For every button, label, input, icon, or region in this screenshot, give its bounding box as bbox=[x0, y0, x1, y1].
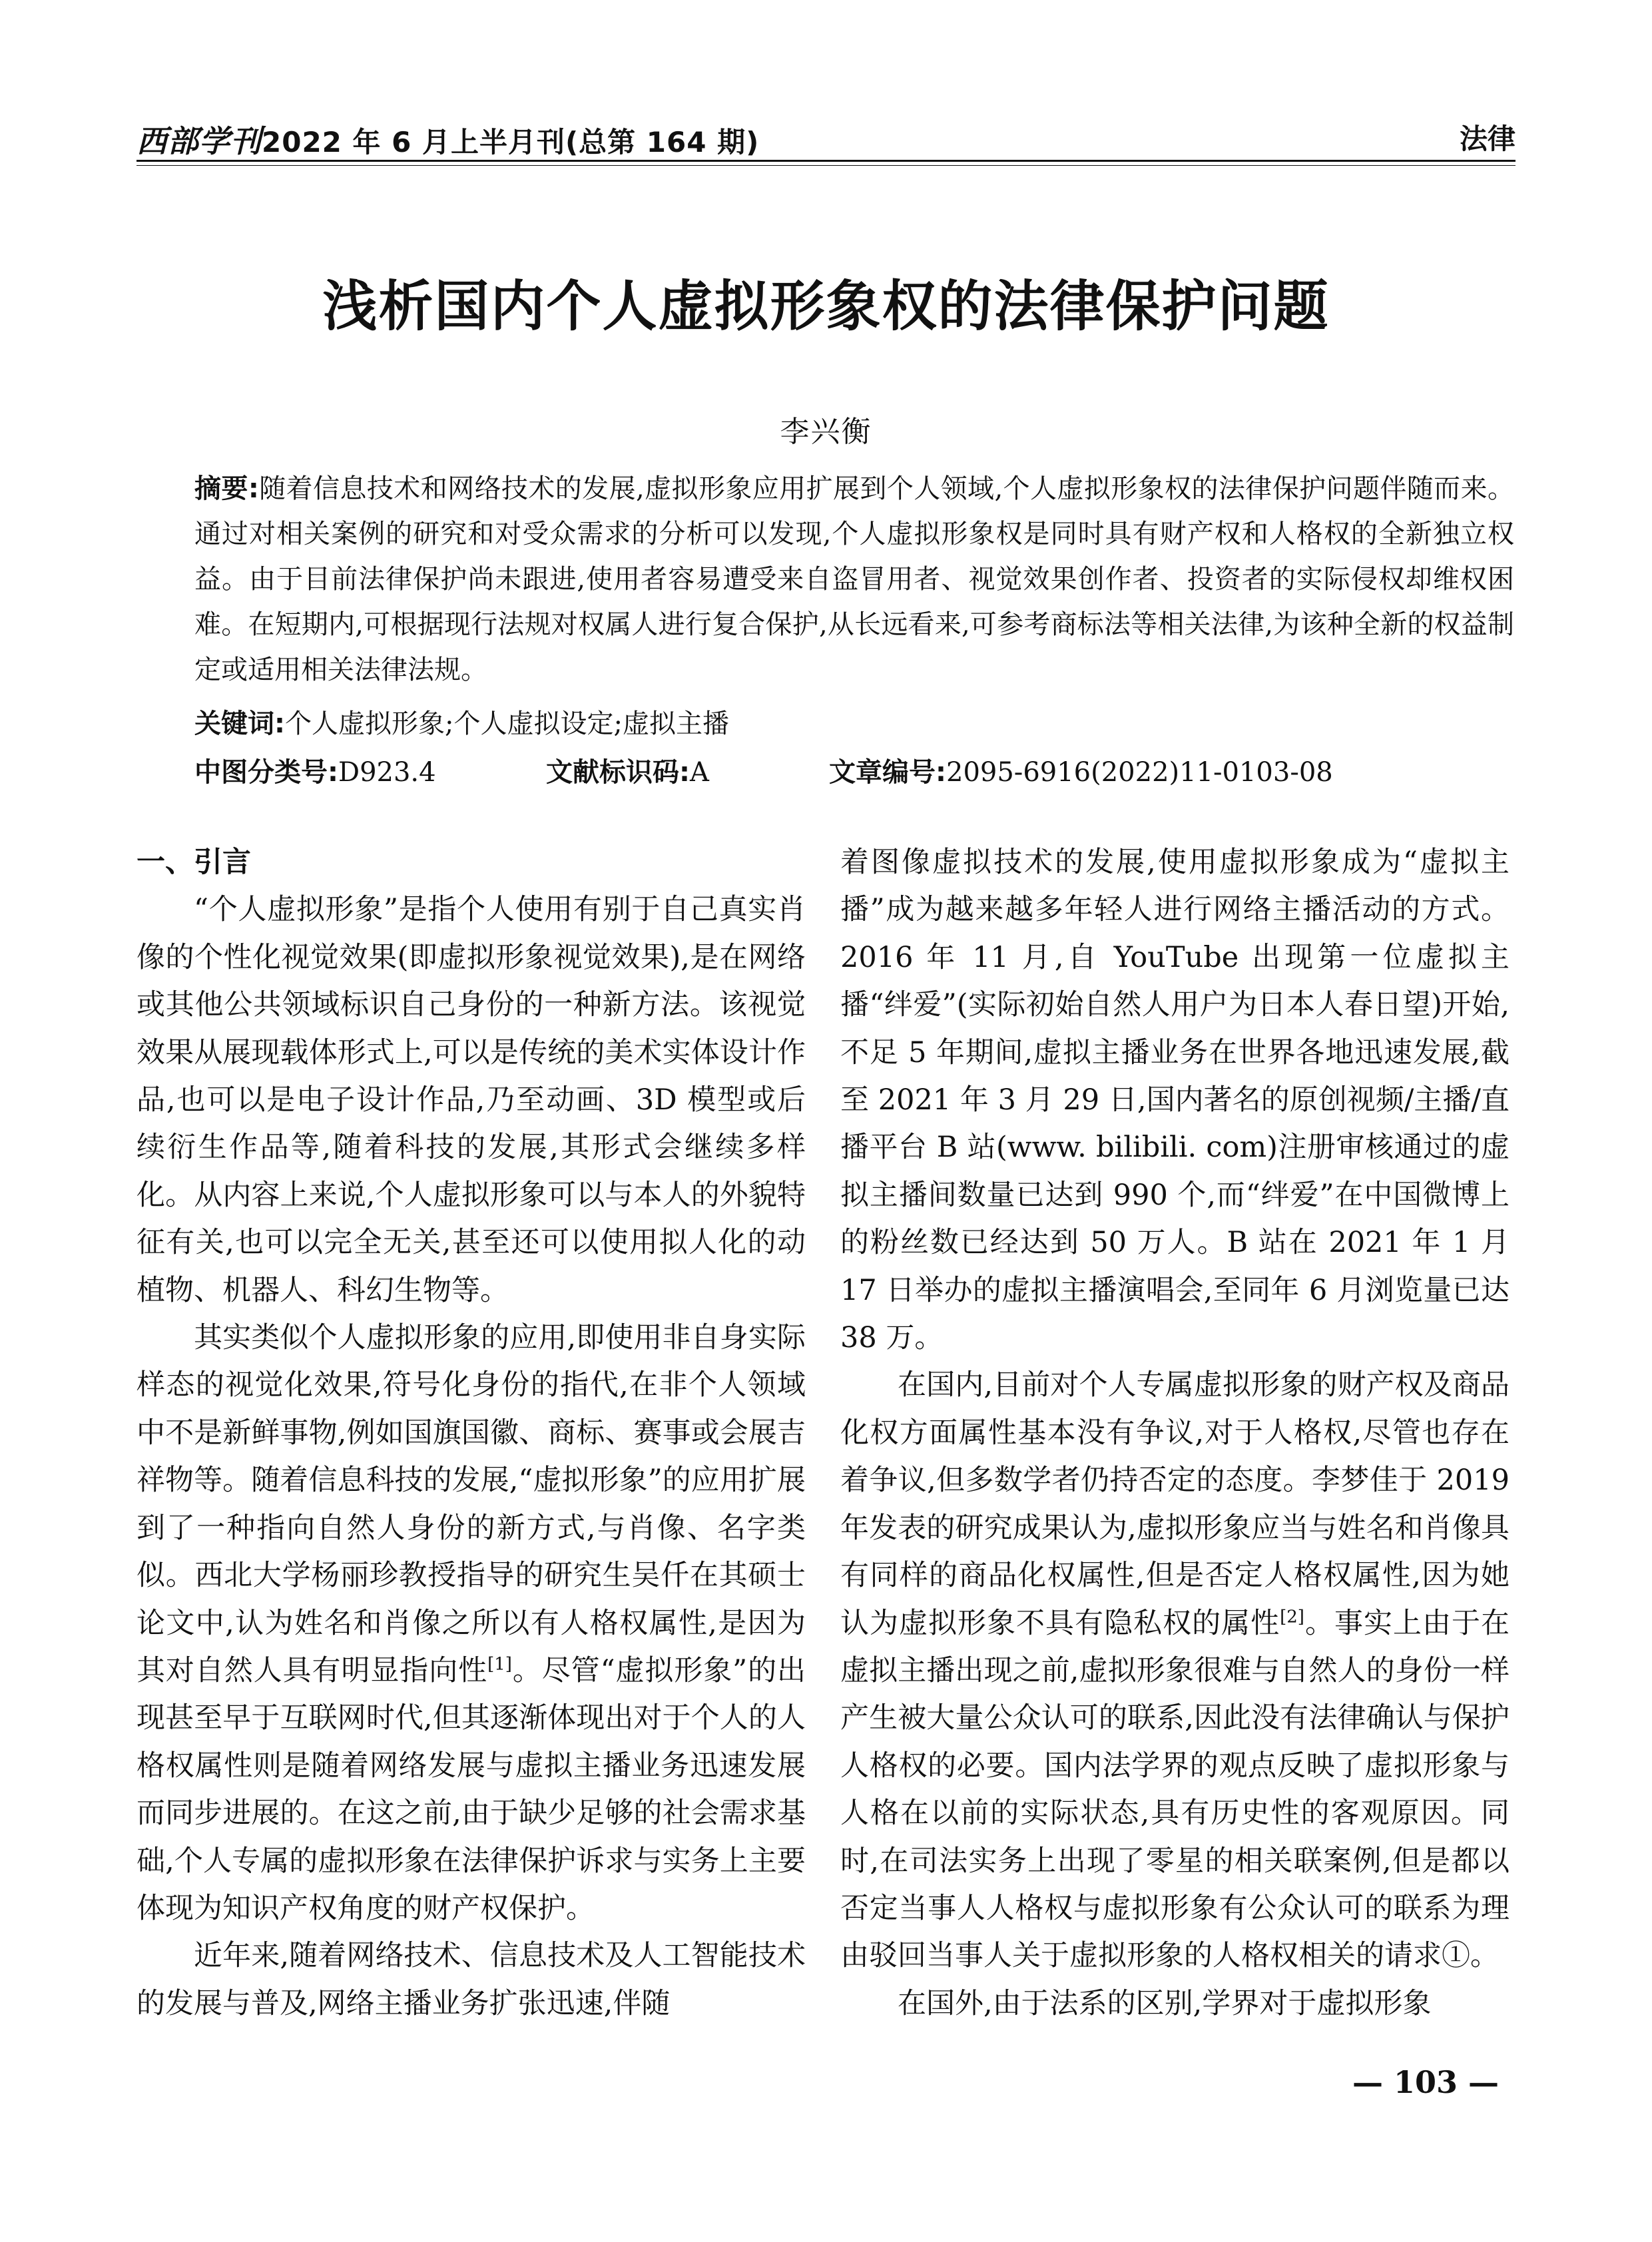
article-author: 李兴衡 bbox=[780, 415, 872, 449]
keywords bbox=[194, 702, 729, 740]
keywords-text: 个人虚拟形象;个人虚拟设定;虚拟主播 bbox=[285, 708, 729, 739]
paragraph-text: 。事实上由于在虚拟主播出现之前,虚拟形象很难与自然人的身份一样产生被大量公众认可的联系,因此没有法律确认与保护人格权的必要。国内法学界的观点反映了虚拟形象与人格在以前的实际状态,具有历史性的客观原因。同时,在司法实务上出现了零星的相关联案例,但是都以否定当事人人格权与虚拟形象有公众认可的联系为理由驳回当事人关于虚拟形象的人格权相关的请求①。 bbox=[840, 1606, 1510, 1973]
page-number: — 103 — bbox=[1352, 2064, 1499, 2100]
header-rule-thin bbox=[137, 165, 1515, 166]
article-number bbox=[829, 751, 1333, 789]
paragraph-text: 在国内,目前对个人专属虚拟形象的财产权及商品化权方面属性基本没有争议,对于人格权,尽管也存在着争议,但多数学者仍持否定的态度。李梦佳于 2019 年发表的研究成果认为,虚拟形象应当与姓名和肖像具有同样的商品化权属性,但是否定人格权属性,因为她认为虚拟形象不具有隐私权的属性 bbox=[840, 1368, 1510, 1640]
right-column bbox=[840, 839, 1510, 2028]
left-column bbox=[137, 839, 806, 2028]
paragraph bbox=[137, 1314, 806, 1932]
keywords-label: 关键词: bbox=[194, 708, 285, 739]
paragraph: 在国外,由于法系的区别,学界对于虚拟形象 bbox=[898, 1986, 1432, 2020]
journal-issue bbox=[137, 117, 759, 161]
citation-ref: [2] bbox=[1280, 1607, 1304, 1627]
article-number-value: 2095-6916(2022)11-0103-08 bbox=[946, 757, 1333, 788]
header-rule bbox=[137, 160, 1515, 162]
section-name: 法律 bbox=[1459, 123, 1515, 155]
paragraph-text: 其实类似个人虚拟形象的应用,即使用非自身实际样态的视觉化效果,符号化身份的指代,在非个人领域中不是新鲜事物,例如国旗国徽、商标、赛事或会展吉祥物等。随着信息科技的发展,“虚拟形象”的应用扩展到了一种指向自然人身份的新方式,与肖像、名字类似。西北大学杨丽珍教授指导的研究生吴仟在其硕士论文中,认为姓名和肖像之所以有人格权属性,是因为其对自然人具有明显指向性 bbox=[137, 1321, 806, 1687]
paragraph: 近年来,随着网络技术、信息技术及人工智能技术的发展与普及,网络主播业务扩张迅速,伴随 bbox=[137, 1939, 806, 2020]
article-number-label: 文章编号: bbox=[829, 757, 946, 788]
article-title: 浅析国内个人虚拟形象权的法律保护问题 bbox=[322, 275, 1330, 338]
paragraph: “个人虚拟形象”是指个人使用有别于自己真实肖像的个性化视觉效果(即虚拟形象视觉效果),是在网络或其他公共领域标识自己身份的一种新方法。该视觉效果从展现载体形式上,可以是传统的美术实体设计作品,也可以是电子设计作品,乃至动画、3D 模型或后续衍生作品等,随着科技的发展,其形式会继续多样化。从内容上来说,个人虚拟形象可以与本人的外貌特征有关,也可以完全无关,甚至还可以使用拟人化的动植物、机器人、科幻生物等。 bbox=[137, 893, 806, 1307]
abstract-label: 摘要: bbox=[194, 473, 259, 504]
paragraph bbox=[840, 1362, 1510, 1980]
paragraph-text: 。尽管“虚拟形象”的出现甚至早于互联网时代,但其逐渐体现出对于个人的人格权属性则是随着网络发展与虚拟主播业务迅速发展而同步进展的。在这之前,由于缺少足够的社会需求基础,个人专属的虚拟形象在法律保护诉求与实务上主要体现为知识产权角度的财产权保护。 bbox=[137, 1653, 806, 1925]
paragraph: 着图像虚拟技术的发展,使用虚拟形象成为“虚拟主播”成为越来越多年轻人进行网络主播活动的方式。2016 年 11 月,自 YouTube 出现第一位虚拟主播“绊爱”(实际初始自然人用户为日本人春日望)开始,不足 5 年期间,虚拟主播业务在世界各地迅速发展,截至 2021 年 3 月 29 日,国内著名的原创视频/主播/直播平台 B 站(www. bilibili. com)注册审核通过的虚拟主播间数量已达到 990 个,而“绊爱”在中国微博上的粉丝数已经达到 50 万人。B 站在 2021 年 1 月 17 日举办的虚拟主播演唱会,至同年 6 月浏览量已达 38 万。 bbox=[840, 846, 1510, 1355]
abstract bbox=[194, 466, 1514, 693]
abstract-text: 随着信息技术和网络技术的发展,虚拟形象应用扩展到个人领域,个人虚拟形象权的法律保护问题伴随而来。通过对相关案例的研究和对受众需求的分析可以发现,个人虚拟形象权是同时具有财产权和人格权的全新独立权益。由于目前法律保护尚未跟进,使用者容易遭受来自盗冒用者、视觉效果创作者、投资者的实际侵权却维权困难。在短期内,可根据现行法规对权属人进行复合保护,从长远看来,可参考商标法等相关法律,为该种全新的权益制定或适用相关法律法规。 bbox=[194, 473, 1514, 685]
issue-info: 2022 年 6 月上半月刊(总第 164 期) bbox=[262, 126, 760, 158]
citation-ref: [1] bbox=[487, 1654, 512, 1675]
clc-number bbox=[194, 751, 436, 789]
running-header bbox=[137, 112, 1515, 165]
doc-code-value: A bbox=[690, 757, 709, 788]
doc-code-label: 文献标识码: bbox=[546, 757, 690, 788]
journal-logo: 西部学刊 bbox=[137, 123, 262, 159]
section-heading: 一、引言 bbox=[137, 846, 251, 879]
clc-label: 中图分类号: bbox=[194, 757, 338, 788]
clc-value: D923.4 bbox=[338, 757, 436, 788]
doc-code bbox=[546, 751, 709, 789]
